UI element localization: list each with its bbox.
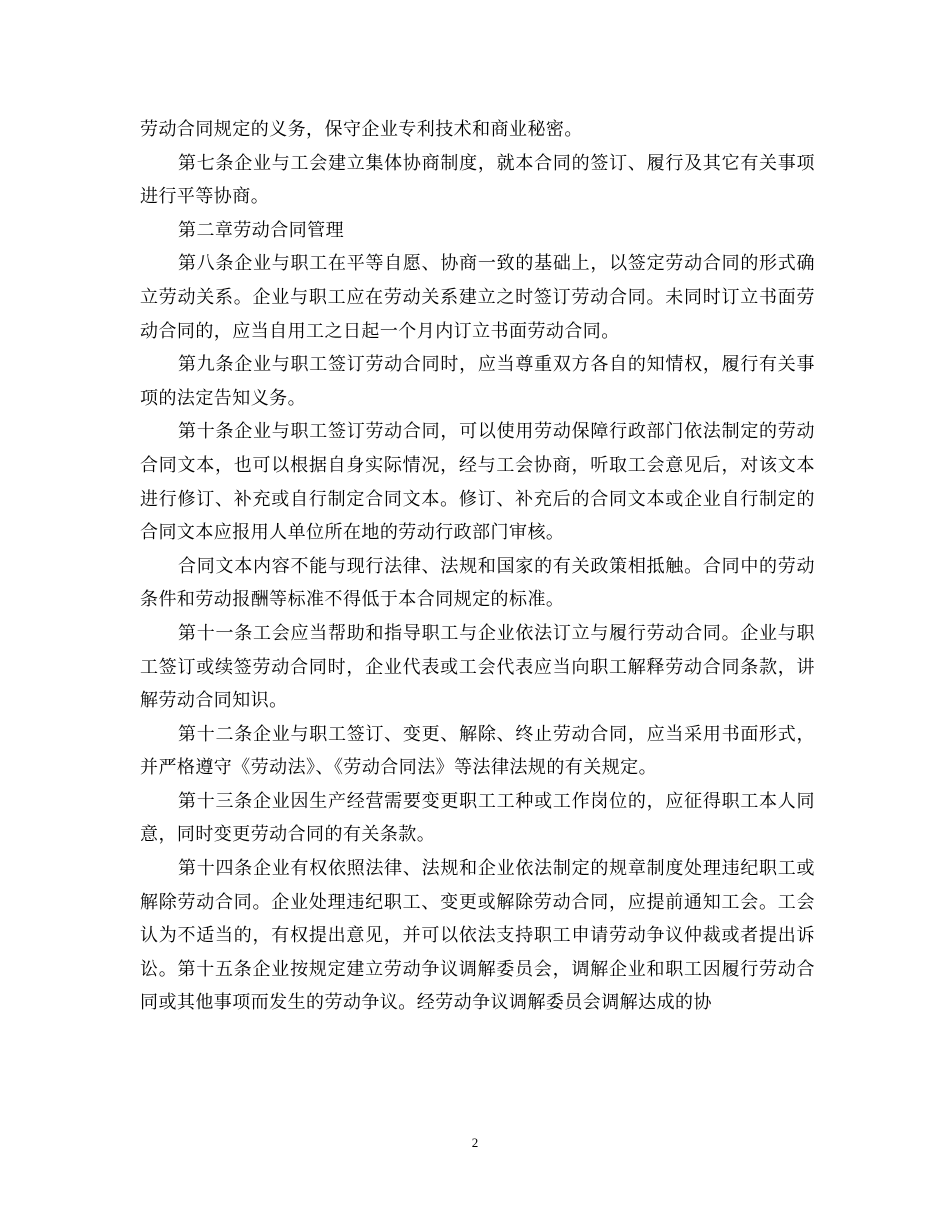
paragraph-article-7: 第七条企业与工会建立集体协商制度，就本合同的签订、履行及其它有关事项进行平等协商。: [140, 152, 815, 208]
paragraph-article-8: 第八条企业与职工在平等自愿、协商一致的基础上，以签定劳动合同的形式确立劳动关系。企业与职工应在劳动关系建立之时签订劳动合同。未同时订立书面劳动合同的，应当自用工之日起一个月内订立书面劳动合同。: [140, 253, 815, 342]
paragraph-article-14: 第十四条企业有权依照法律、法规和企业依法制定的规章制度处理违纪职工或解除劳动合同。企业处理违纪职工、变更或解除劳动合同，应提前通知工会。工会认为不适当的，有权提出意见，并可以依法支持职工申请劳动争议仲裁或者提出诉讼。第十五条企业按规定建立劳动争议调解委员会，调解企业和职工因履行劳动合同或其他事项而发生的劳动争议。经劳动争议调解委员会调解达成的协: [140, 858, 815, 1014]
paragraph-continuation: 劳动合同规定的义务，保守企业专利技术和商业秘密。: [140, 119, 583, 140]
paragraph-article-10: 第十条企业与职工签订劳动合同，可以使用劳动保障行政部门依法制定的劳动合同文本，也可以根据自身实际情况，经与工会协商，听取工会意见后，对该文本进行修订、补充或自行制定合同文本。修订、补充后的合同文本或企业自行制定的合同文本应报用人单位所在地的劳动行政部门审核。: [140, 421, 815, 544]
chapter-heading: 第二章劳动合同管理: [178, 219, 345, 241]
page-number: 2: [471, 1135, 479, 1150]
paragraph-article-9: 第九条企业与职工签订劳动合同时，应当尊重双方各自的知情权，履行有关事项的法定告知义务。: [140, 354, 815, 409]
page-content: [140, 113, 815, 1020]
paragraph-article-12: 第十二条企业与职工签订、变更、解除、终止劳动合同，应当采用书面形式，并严格遵守《劳动法》、《劳动合同法》等法律法规的有关规定。: [140, 723, 815, 779]
paragraph-article-13: 第十三条企业因生产经营需要变更职工工种或工作岗位的，应征得职工本人同意，同时变更劳动合同的有关条款。: [140, 790, 815, 846]
paragraph-contract-text: 合同文本内容不能与现行法律、法规和国家的有关政策相抵触。合同中的劳动条件和劳动报酬等标准不得低于本合同规定的标准。: [140, 555, 815, 611]
paragraph-article-11: 第十一条工会应当帮助和指导职工与企业依法订立与履行劳动合同。企业与职工签订或续签劳动合同时，企业代表或工会代表应当向职工解释劳动合同条款，讲解劳动合同知识。: [140, 622, 815, 712]
